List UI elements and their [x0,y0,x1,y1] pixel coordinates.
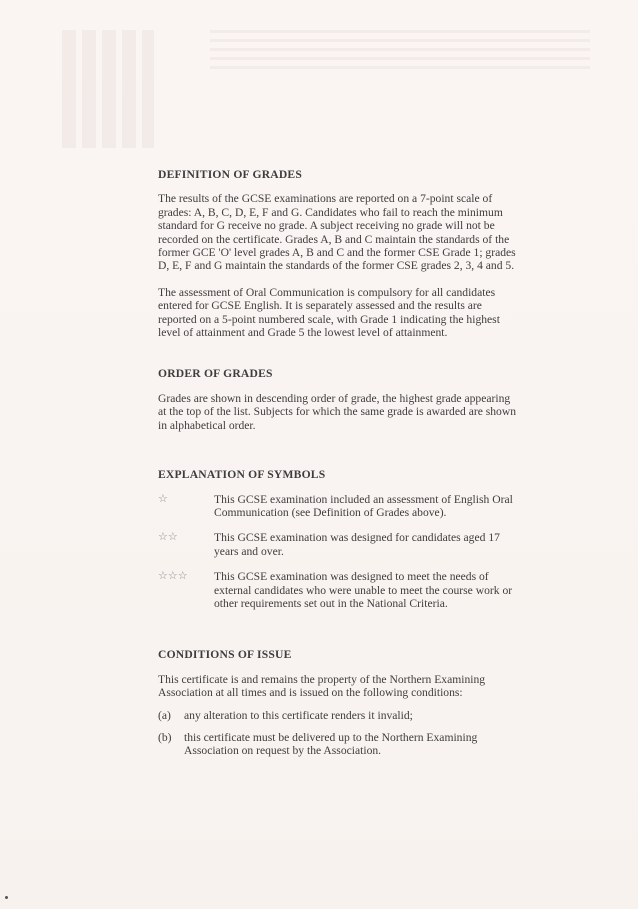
condition-text: any alteration to this certificate renders it invalid; [184,708,413,722]
conditions-paragraph: This certificate is and remains the property of the Northern Examining Association at all times and is issued on the following conditions: [158,672,486,700]
notes-content [158,168,518,758]
one-star-icon: ☆ [158,492,168,505]
symbol-description: This GCSE examination included an assessment of English Oral Communication (see Definition of Grades above). [214,492,513,519]
condition-text: this certificate must be delivered up to the Northern Examining Association on request by the Association. [184,730,478,758]
condition-label: (b) [158,730,172,744]
three-star-icon: ☆☆☆ [158,570,188,583]
order-of-grades-section [158,367,518,432]
conditions-of-issue-section [158,648,518,757]
symbol-item [158,531,518,558]
scan-edge-mark [5,896,8,899]
condition-item [158,731,518,758]
show-through-logo [62,30,154,148]
definition-of-grades-section [158,168,518,339]
symbol-description: This GCSE examination was designed for candidates aged 17 years and over. [214,531,500,558]
condition-label: (a) [158,708,171,722]
definition-paragraph-1: The results of the GCSE examinations are reported on a 7-point scale of grades: A, B, C, D, E, F and G. Candidates who fail to reach the minimum standard for G receive no grade. A subject receiving no grade will not be recorded on the certificate. Grades A, B and C maintain the standards of the former GCE 'O' level grades A, B and C and the former CSE Grade 1; grades D, E, F and G maintain the standards of the former CSE grades 2, 3, 4 and 5. [158,192,516,273]
definition-paragraph-2: The assessment of Oral Communication is compulsory for all candidates entered for GCSE English. It is separately assessed and the results are reported on a 5-point numbered scale, with Grade 1 indicating the highest level of attainment and Grade 5 the lowest level of attainment. [158,285,500,340]
symbol-item [158,493,518,520]
definition-heading: DEFINITION OF GRADES [158,168,303,181]
explanation-of-symbols-section [158,468,518,610]
condition-item [158,709,518,722]
order-paragraph: Grades are shown in descending order of grade, the highest grade appearing at the top of the list. Subjects for which the same grade is awarded are shown in alphabetical order. [158,391,517,432]
two-star-icon: ☆☆ [158,531,178,544]
order-heading: ORDER OF GRADES [158,367,273,381]
show-through-text [210,30,590,75]
conditions-heading: CONDITIONS OF ISSUE [158,648,292,662]
symbol-item [158,570,518,610]
symbols-heading: EXPLANATION OF SYMBOLS [158,468,326,482]
symbol-description: This GCSE examination was designed to meet the needs of external candidates who were unable to meet the course work or other requirements set out in the National Criteria. [214,570,513,610]
